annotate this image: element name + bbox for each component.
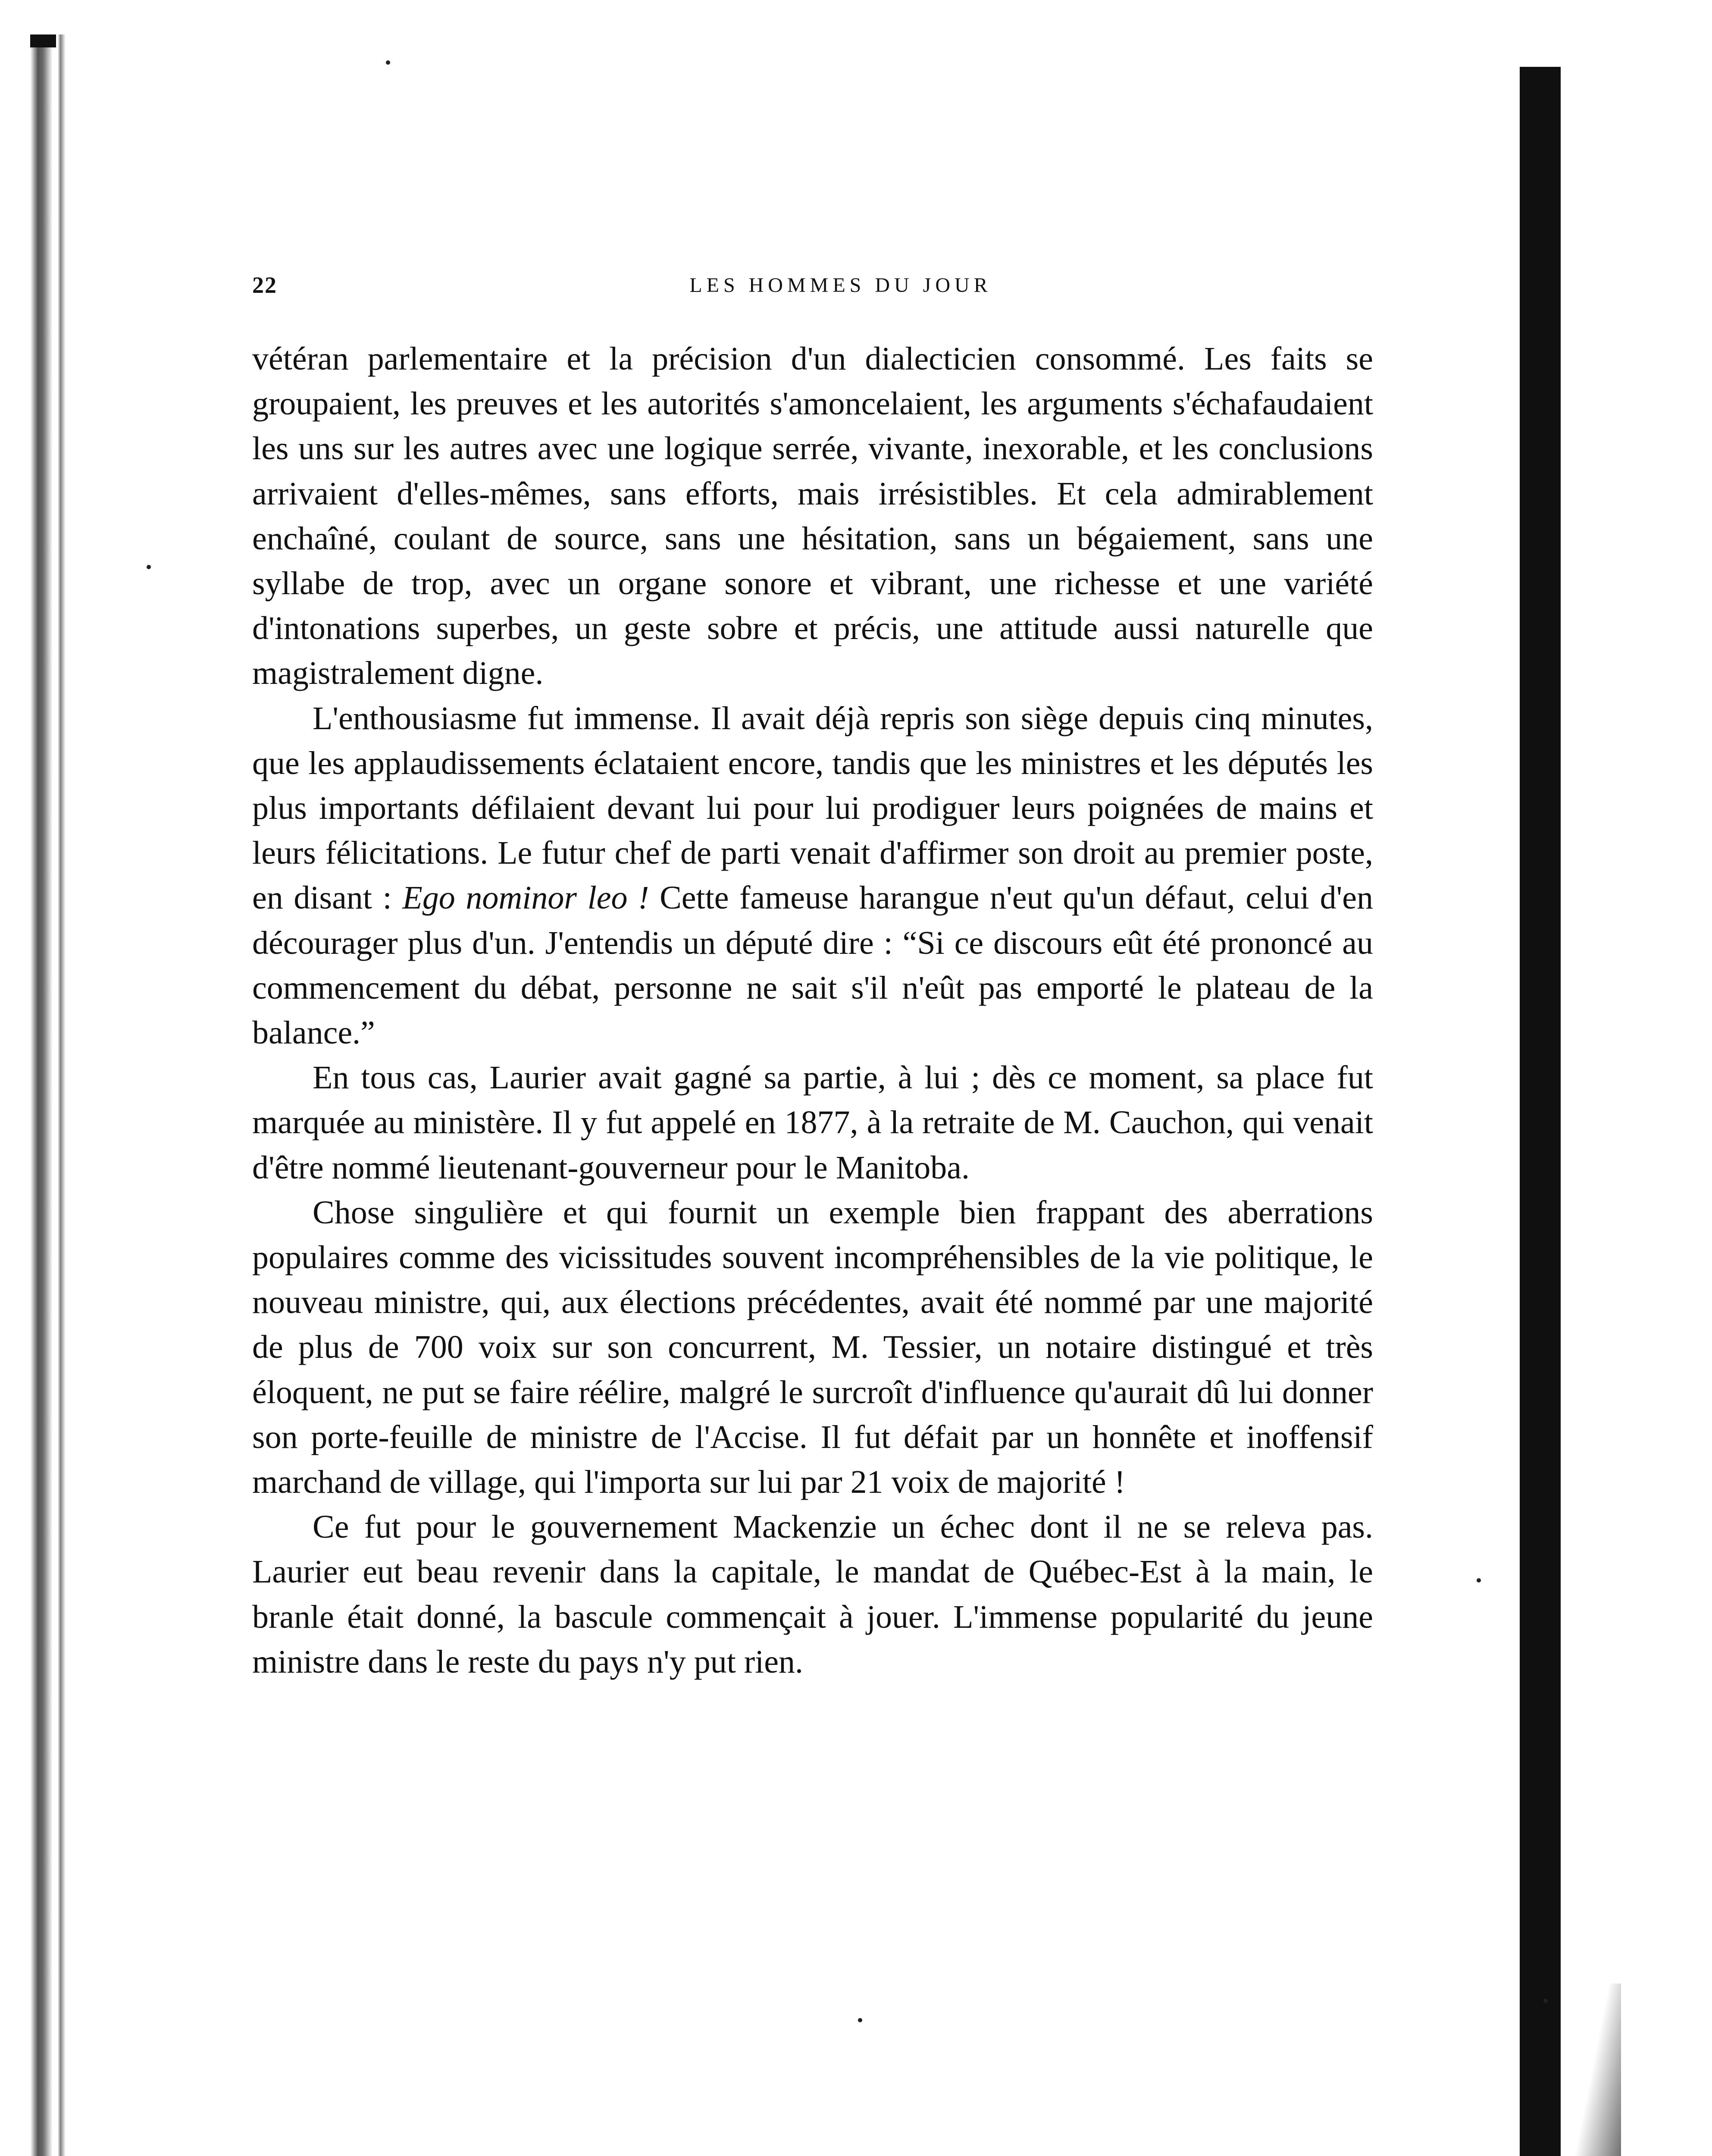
- paragraph-text: En tous cas, Laurier avait gagné sa partie, à lui ; dès ce moment, sa place fut marquée au ministère. Il y fut appelé en 1877, à la retraite de M. Cauchon, qui venait d'être nommé lieutenant-gouverneur pour le Manitoba.: [252, 1059, 1373, 1186]
- paragraph-text: L'enthousiasme fut immense. Il avait déjà repris son siège depuis cinq minutes, que les applaudissements éclataient encore, tandis que les ministres et les députés les plus importants défilaient devant lui pour lui prodiguer leurs poignées de mains et leurs félicitations. Le futur chef de parti venait d'affirmer son droit au premier poste, en disant :: [252, 700, 1373, 916]
- scan-corner-shadow: [1561, 1984, 1621, 2156]
- scan-left-edge-mark: [30, 34, 56, 47]
- running-title: LES HOMMES DU JOUR: [689, 274, 992, 297]
- paragraph: [252, 1055, 1373, 1190]
- scan-speck: [147, 565, 151, 569]
- paragraph-text: vétéran parlementaire et la précision d'un dialecticien consommé. Les faits se groupaient, les preuves et les autorités s'amoncelaient, les arguments s'échafaudaient les uns sur les autres avec une logique serrée, vivante, inexorable, et les conclusions arrivaient d'elles-mêmes, sans efforts, mais irrésistibles. Et cela admirablement enchaîné, coulant de source, sans une hésitation, sans un bégaiement, sans une syllabe de trop, avec un organe sonore et vibrant, une richesse et une variété d'intonations superbes, un geste sobre et précis, une attitude aussi naturelle que magistralement digne.: [252, 341, 1373, 692]
- scan-speck: [1543, 1999, 1548, 2003]
- paragraph-text: Chose singulière et qui fournit un exemple bien frappant des aberrations populaires comme des vicissitudes souvent incompréhensibles de la vie politique, le nouveau ministre, qui, aux élections précédentes, avait été nommé par une majorité de plus de 700 voix sur son concurrent, M. Tessier, un notaire distingué et très éloquent, ne put se faire réélire, malgré le surcroît d'influence qu'aurait dû lui donner son porte-feuille de ministre de l'Accise. Il fut défait par un honnête et inoffensif marchand de village, qui l'importa sur lui par 21 voix de majorité !: [252, 1194, 1373, 1501]
- page-number: 22: [252, 272, 277, 298]
- paragraph: [252, 1504, 1373, 1684]
- body-text: [252, 336, 1373, 1684]
- page-header: [252, 272, 1429, 306]
- italic-phrase: Ego nominor leo !: [402, 880, 649, 916]
- scan-right-edge-shadow: [1520, 67, 1561, 2156]
- paragraph: [252, 336, 1373, 696]
- paragraph: [252, 1190, 1373, 1504]
- scan-left-edge-shadow: [30, 34, 69, 2156]
- scan-speck: [386, 60, 390, 65]
- paragraph-text: Ce fut pour le gouvernement Mackenzie un échec dont il ne se releva pas. Laurier eut beau revenir dans la capitale, le mandat de Québec-Est à la main, le branle était donné, la bascule commençait à jouer. L'immense popularité du jeune ministre dans le reste du pays n'y put rien.: [252, 1509, 1373, 1680]
- scan-speck: [858, 2018, 862, 2022]
- paragraph: [252, 696, 1373, 1056]
- scan-speck: [1477, 1578, 1481, 1583]
- paragraph-text: Cette fameuse harangue n'eut qu'un défaut, celui d'en décourager plus d'un. J'entendis un député dire : “Si ce discours eût été prononcé au commencement du débat, personne ne sait s'il n'eût pas emporté le plateau de la balance.”: [252, 880, 1373, 1051]
